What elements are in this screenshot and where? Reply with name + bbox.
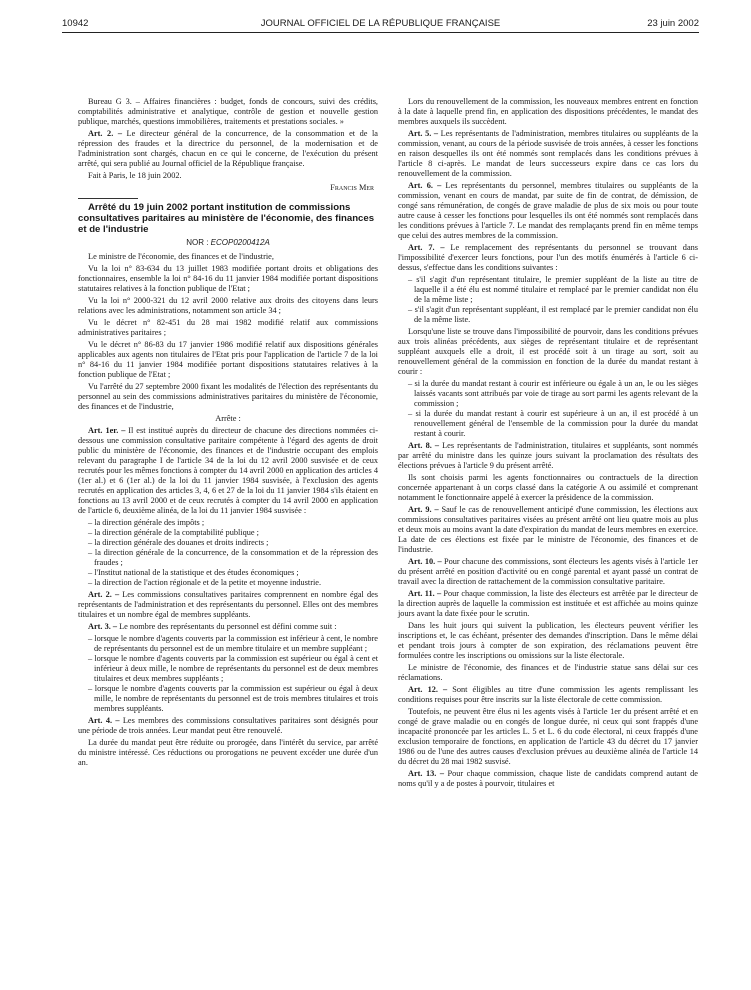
article-label: Art. 8. – xyxy=(408,441,440,450)
paragraph: Bureau G 3. – Affaires financières : budget, fonds de concours, suivi des crédits, comptabilités administrative et analytique, contrôle de gestion et nouvelle gestion publique, marchés, questions immobilières, traitements et prestations sociales. » xyxy=(78,97,378,126)
header-rule xyxy=(62,32,699,33)
article-text: Les membres des commissions consultatives paritaires sont désignés pour une période de trois années. Leur mandat peut être renouvelé. xyxy=(78,715,379,735)
list-item: – la direction générale de la concurrence, de la consommation et de la répression des fraudes ; xyxy=(82,548,378,568)
article-label: Art. 6. – xyxy=(408,181,442,190)
article-paragraph xyxy=(398,557,698,587)
journal-title: JOURNAL OFFICIEL DE LA RÉPUBLIQUE FRANÇAISE xyxy=(260,18,501,29)
list-item: – la direction générale des impôts ; xyxy=(82,518,378,528)
article-label: Art. 3. – xyxy=(88,621,118,631)
nor-code: ECOP0200412A xyxy=(210,237,270,247)
paragraph: Lorsqu'une liste se trouve dans l'impossibilité de pourvoir, dans les conditions prévues aux trois alinéas précédents, aux sièges de représentant titulaire et de représentant suppléant auxquels elle a droit, il est procédé soit à un tirage au sort, soit au renouvellement général de la commission en fonction de la durée du mandat restant à courir : xyxy=(398,327,698,376)
paragraph: La durée du mandat peut être réduite ou prorogée, dans l'intérêt du service, par arrêté du ministre intéressé. Ces réductions ou prorogations ne peuvent excéder une durée d'un an. xyxy=(78,737,378,767)
article-text: Sauf le cas de renouvellement anticipé d'une commission, les élections aux commissions consultatives paritaires visées au présent arrêté ont lieu quatre mois au plus et deux mois au moins avant la date d'expiration du mandat de leurs membres en exercice. La date de ces élections est fixée par le ministre de l'économie, des finances et de l'industrie. xyxy=(398,505,699,554)
article-text: Les commissions consultatives paritaires comprennent en nombre égal des représentants de l'administration et des représentants du personnel. Elles ont des membres titulaires et un nombre égal de membres suppléants. xyxy=(78,589,379,619)
paragraph: Toutefois, ne peuvent être élus ni les agents visés à l'article 1er du présent arrêté et en congé de grave maladie ou en congés de longue durée, ni ceux qui sont frappés d'une incapacité prononcée par les articles L. 5 et L. 6 du code électoral, ni ceux frappés d'une exclusion temporaire de fonctions, en application de l'article 43 du décret du 17 janvier 1986 ou de l'une des autres causes d'exclusion prévues au deuxième alinéa de l'article 14 du décret du 28 mai 1982 susvisé. xyxy=(398,707,698,766)
article-paragraph xyxy=(398,181,698,241)
list-item: – lorsque le nombre d'agents couverts par la commission est inférieur à cent, le nombre de représentants du personnel est de un membre titulaire et un membre suppléant ; xyxy=(82,634,378,654)
nor-label: NOR : xyxy=(186,237,211,247)
article-paragraph xyxy=(398,685,698,705)
article-text: Pour chacune des commissions, sont électeurs les agents visés à l'article 1er du présent arrêté en position d'activité ou en congé parental et ayant passé un contrat de travail avec la direction de rattachement de la commission consultative paritaire. xyxy=(398,557,699,586)
visa: Le ministre de l'économie, des finances et de l'industrie, xyxy=(88,251,274,261)
list-item: – si la durée du mandat restant à courir est inférieure ou égale à un an, le ou les sièges laissés vacants sont attribués par voie de tirage au sort parmi les agents relevant de la commission ; xyxy=(402,379,698,409)
visa: Vu la loi n° 83-634 du 13 juillet 1983 modifiée portant droits et obligations des fonctionnaires, ensemble la loi n° 84-16 du 11 janvier 1984 modifiée portant dispositions statutaires relatives à la fonction publique de l'Etat ; xyxy=(78,263,378,293)
article-text: Les représentants de l'administration, titulaires et suppléants, sont nommés par arrêté du ministre dans les quinze jours suivant la proclamation des résultats des élections prévues à l'article 9 du présent arrêté. xyxy=(398,441,699,470)
article-label: Art. 10. – xyxy=(408,557,442,566)
signature: Francis Mer xyxy=(330,183,374,192)
article-paragraph xyxy=(398,129,698,179)
article-label: Art. 5. – xyxy=(408,129,439,138)
arrete-title: Arrêté du 19 juin 2002 portant institution de commissions consultatives paritaires au ministère de l'économie, des finances et de l'industrie xyxy=(78,202,375,236)
article-text: Le remplacement des représentants du personnel se trouvant dans l'impossibilité d'exercer leurs fonctions, pour l'un des motifs énumérés à l'article 6 ci-dessus, s'effectue dans les conditions suivantes : xyxy=(398,243,698,272)
article-paragraph xyxy=(78,426,378,516)
article-label: Art. 11. – xyxy=(408,589,442,598)
paragraph: Dans les huit jours qui suivent la publication, les électeurs peuvent vérifier les inscriptions et, le cas échéant, présenter des demandes d'inscription. Dans le même délai et pendant trois jours à compter de son expiration, des réclamations peuvent être formulées contre les inscriptions ou omissions sur la liste électorale. xyxy=(398,621,698,660)
article-text: Sont éligibles au titre d'une commission les agents remplissant les conditions requises pour être inscrits sur la liste électorale de cette commission. xyxy=(398,685,698,704)
list-item: – si la durée du mandat restant à courir est supérieure à un an, il est procédé à un renouvellement général de l'ensemble de la commission pour la durée du mandat restant à courir. xyxy=(402,409,698,439)
visa: Vu le décret n° 86-83 du 17 janvier 1986 modifié relatif aux dispositions générales applicables aux agents non titulaires de l'Etat pris pour l'application de l'article 7 de la loi n° 84-16 du 11 janvier 1984 modifiée portant dispositions statutaires relatives à la fonction publique de l'Etat ; xyxy=(78,339,378,379)
representatives-list xyxy=(78,634,378,714)
article-paragraph xyxy=(78,129,378,169)
article-label: Art. 2. – xyxy=(88,129,122,138)
article-label: Art. 12. – xyxy=(408,685,448,694)
issue-date: 23 juin 2002 xyxy=(647,18,699,29)
left-column xyxy=(78,97,378,770)
article-text: Pour chaque commission, chaque liste de candidats comprend autant de noms qu'il y a de postes à pourvoir, titulaires et xyxy=(398,769,698,788)
article-label: Art. 4. – xyxy=(88,715,120,725)
list-item: – la direction générale des douanes et droits indirects ; xyxy=(82,538,378,548)
replacement-list xyxy=(398,275,698,325)
article-text: Il est institué auprès du directeur de chacune des directions nommées ci-dessous une commission consultative paritaire compétente à l'égard des agents de droit public du ministère de l'économie, des finances et de l'industrie occupant des emplois relevant du paragraphe I de l'article 34 de la loi du 12 avril 2000 susvisée et de ceux recrutés pour les mêmes fonctions à compter du 14 avril 2000 en application des articles 4 (1er al.) et 6 (1er al.) de la loi du 11 janvier 1984 susvisée, à l'exclusion des agents recrutés en application des articles 3, 4, 6 et 27 de la loi du 11 janvier 1984 s'ils étaient en fonctions au 13 avril 2000 et de ceux recrutés à compter du 14 avril 2000 en application de l'article 6, deuxième alinéa, de la loi du 11 janvier 1984 susvisée : xyxy=(78,425,378,515)
article-paragraph xyxy=(398,769,698,789)
article-paragraph xyxy=(398,589,698,619)
renewal-list xyxy=(398,379,698,439)
list-item: – lorsque le nombre d'agents couverts par la commission est supérieur ou égal à deux mille, le nombre de représentants du personnel est de trois membres titulaires et trois membres suppléants. xyxy=(82,684,378,714)
list-item: – s'il s'agit d'un représentant suppléant, il est remplacé par le premier candidat non élu de la même liste. xyxy=(402,305,698,325)
article-label: Art. 2. – xyxy=(88,589,120,599)
list-item: – s'il s'agit d'un représentant titulaire, le premier suppléant de la liste au titre de laquelle il a été élu est nommé titulaire et remplacé par le premier candidat non élu de la même liste ; xyxy=(402,275,698,305)
separator xyxy=(78,198,138,199)
article-text: Le directeur général de la concurrence, de la consommation et de la répression des fraudes et la directrice du personnel, de la modernisation et de l'administration sont chargés, chacun en ce qui le concerne, de l'exécution du présent arrêté, qui sera publié au Journal officiel de la République française. xyxy=(78,129,378,168)
article-paragraph xyxy=(78,716,378,736)
visa: Vu le décret n° 82-451 du 28 mai 1982 modifié relatif aux commissions administratives paritaires ; xyxy=(78,317,378,337)
article-paragraph xyxy=(398,243,698,273)
list-item: – l'Institut national de la statistique et des études économiques ; xyxy=(82,568,378,578)
page-number: 10942 xyxy=(62,18,89,29)
fait-line: Fait à Paris, le 18 juin 2002. xyxy=(88,171,182,180)
article-text: Pour chaque commission, la liste des électeurs est arrêtée par le directeur de la direction auprès de laquelle la commission est instituée et est affichée au moins quinze jours avant la date fixée pour le scrutin. xyxy=(398,589,698,618)
directions-list xyxy=(78,518,378,588)
article-text: Les représentants du personnel, membres titulaires ou suppléants de la commission, venant en cours de mandat, par suite de fin de contrat, de démission, de congé sans rémunération, de congés de grave maladie de plus de six mois ou pour toute autre cause à cesser les fonctions pour lesquelles ils ont été nommés sont remplacés dans les conditions prévues à l'article 7. Le mandat des remplaçants prend fin en même temps que celui des autres membres de la commission. xyxy=(398,181,698,240)
arrete-label: Arrête : xyxy=(215,413,241,423)
list-item: – la direction de l'action régionale et de la petite et moyenne industrie. xyxy=(82,578,378,588)
article-text: Le nombre des représentants du personnel est défini comme suit : xyxy=(117,621,337,631)
nor-reference xyxy=(78,238,378,248)
paragraph: Lors du renouvellement de la commission, les nouveaux membres entrent en fonction à la date à laquelle prend fin, en application des dispositions précédentes, le mandat des membres auxquels ils succèdent. xyxy=(398,97,698,126)
list-item: – la direction générale de la comptabilité publique ; xyxy=(82,528,378,538)
paragraph: Le ministre de l'économie, des finances et de l'industrie statue sans délai sur ces réclamations. xyxy=(398,663,698,682)
article-label: Art. 7. – xyxy=(408,243,445,252)
article-paragraph xyxy=(78,590,378,620)
visa: Vu la loi n° 2000-321 du 12 avril 2000 relative aux droits des citoyens dans leurs relations avec les administrations, notamment son article 34 ; xyxy=(78,295,378,315)
article-label: Art. 9. – xyxy=(408,505,439,514)
article-label: Art. 13. – xyxy=(408,769,445,778)
article-paragraph xyxy=(398,441,698,471)
article-paragraph xyxy=(398,505,698,555)
article-label: Art. 1er. – xyxy=(88,425,126,435)
article-text: Les représentants de l'administration, membres titulaires ou suppléants de la commission, venant, au cours de la période susvisée de trois années, à cesser les fonctions en raison desquelles ils ont été nommés sont remplacés dans les conditions prévues à l'article 8 ci-après. Le mandat de leurs successeurs expire dans ce cas lors du renouvellement de la commission. xyxy=(398,129,698,178)
visa: Vu l'arrêté du 27 septembre 2000 fixant les modalités de l'élection des représentants du personnel au sein des commissions administratives paritaires du ministère de l'économie, des finances et de l'industrie, xyxy=(78,381,378,411)
right-column xyxy=(398,97,698,791)
article-paragraph xyxy=(78,622,378,632)
paragraph: Ils sont choisis parmi les agents fonctionnaires ou contractuels de la direction concernée appartenant à un corps classé dans la catégorie A ou assimilé et comprenant notamment le fonctionnaire appelé à exercer la présidence de la commission. xyxy=(398,473,698,502)
list-item: – lorsque le nombre d'agents couverts par la commission est supérieur ou égal à cent et inférieur à deux mille, le nombre de représentants du personnel est de deux membres titulaires et deux membres suppléants ; xyxy=(82,654,378,684)
